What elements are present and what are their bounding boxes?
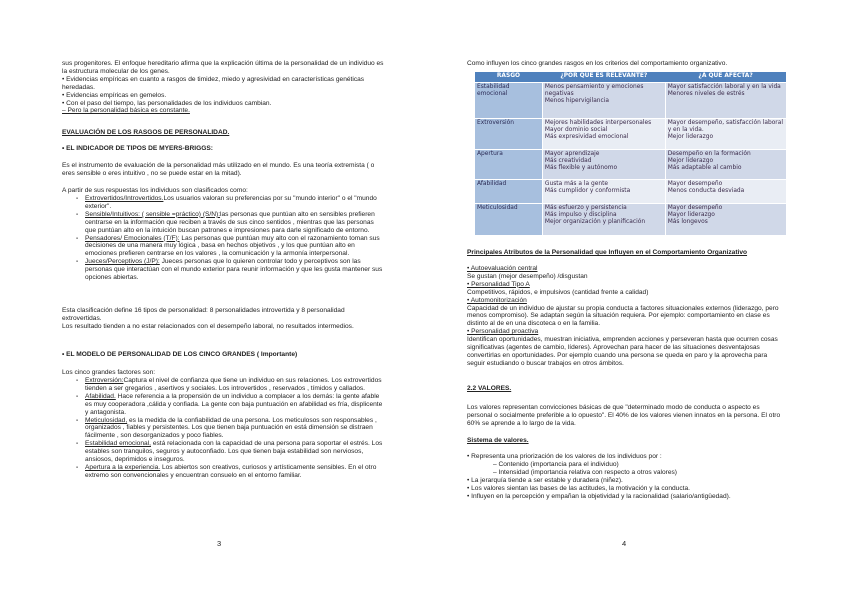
mb-title: • EL INDICADOR DE TIPOS DE MYERS-BRIGGS: (62, 145, 213, 152)
list-item: - Apertura a la experiencia. Los abiertos son creativos, curiosos y artísticamente sensibles. En el otro extremo son convencionales y encuentran consuelo en el entorno familiar. (62, 464, 384, 480)
list-item: – Contenido (importancia para el individuo) (493, 460, 619, 468)
page-number: 4 (622, 539, 627, 548)
list-item: - Afabilidad. Hace referencia a la propensión de un individuo a complacer a los demás: la gente afable es muy cooperadora ,cálida y confiada. La gente con baja puntuación en afabilidad es fría, displicente y antagonista. (62, 393, 384, 417)
attributes-block (467, 265, 785, 368)
trait-cell: Estabilidad emocional (475, 83, 543, 119)
attribute-text: Competitivos, rápidos, e impulsivos (cantidad frente a calidad) (467, 288, 649, 296)
attribute-text: Se gustan (mejor desempeño) /disgustan (467, 272, 588, 280)
effect-cell: Mayor satisfacción laboral y en la vida Menores niveles de estrés (665, 83, 786, 119)
table-row (475, 204, 787, 235)
list-item: - Sensible/Intuitivos: ( sensible =práctico) (S/N):las personas que puntúan alto en sensibles prefieren centrarse en la información que reciben a través de sus cinco sentidos , mientras que las personas que puntúan alto en la intuición buscan patrones e impresiones para darle significado de entorno. (62, 211, 384, 235)
list-item: - Meticulosidad, es la medida de la confiabilidad de una persona. Los meticulosos son responsables , organizados , fiables y persistentes. Los que tienen baja puntuación en está dimensión se distraen fácilmente , son desorganizados y poco fiables. (62, 417, 384, 441)
list-item: • Los valores sientan las bases de las actitudes, la motivación y la conducta. (467, 484, 690, 492)
trait-cell: Apertura (475, 150, 543, 180)
list-item: - Pensadores/ Emocionales (T/F): Las personas que puntúan muy alto con el razonamiento toman sus decisiones de una manera muy lógica , basa en hechos objetivos , y los que puntúan alto en emociones prefieren centrarse en los valores , la comunicación y la armonía interpersonal. (62, 235, 384, 259)
trait-cell: Afabilidad (475, 180, 543, 204)
left-page (62, 0, 384, 599)
list-item: - Estabilidad emocional, está relacionada con la capacidad de una persona para soportar el estrés. Los estables son tranquilos, seguros y autoconfiado. Los que tienen baja estabilidad son nerviosos, ansiosos, deprimidos e inseguros. (62, 440, 384, 464)
mb-description: Es el instrumento de evaluación de la personalidad más utilizado en el mundo. Es una teoría extremista ( o eres sensible o eres intuitivo , no se puede estar en la mitad). (62, 162, 375, 177)
attribute-text: Identifican oportunidades, muestran iniciativa, emprenden acciones y perseveran hasta que ocurren cosas significativas (agentes de cambio, líderes). Aprovechan para hacer de las situaciones desventajosas convertirlas en oportunidades. Por ejemplo cuando una persona se queda en paro y la aprovecha para seguir estudiando o buscar trabajos en otros ámbitos. (467, 336, 778, 367)
system-list (467, 453, 785, 500)
attribute-heading: • Personalidad proactiva (467, 328, 539, 336)
attributes-title: Principales Atributos de la Personalidad que Influyen en el Comportamiento Organizativo (467, 249, 748, 256)
mb-list (62, 195, 384, 282)
list-item: - Extrovertidos/Introvertidos.Los usuarios valoran su preferencias por su "mundo interior" o el "mundo exterior". (62, 195, 384, 211)
paragraph: Esta clasificación define 16 tipos de personalidad: 8 personalidades introvertida y 8 personalidad extrovertidas. (62, 307, 345, 322)
relevance-cell: Gusta más a la gente Más cumplidor y conformista (542, 180, 665, 204)
effect-cell: Mayor desempeño Mayor liderazgo Más longevos (665, 204, 786, 235)
table-row (475, 83, 787, 119)
right-page (467, 0, 785, 599)
effect-cell: Mayor desempeño, satisfacción laboral y en la vida. Mejor liderazgo (665, 119, 786, 150)
list-item: – Intensidad (importancia relativa con respecto a otros valores) (493, 468, 677, 476)
column-header: ¿A QUÉ AFECTA? (665, 72, 786, 83)
column-header: RASGO (475, 72, 543, 83)
paragraph: Los resultado tienden a no estar relacionados con el desempeño laboral, no resultados intermedios. (62, 322, 354, 330)
mb-after (62, 307, 384, 331)
intro-line: – Pero la personalidad básica es constante. (62, 107, 190, 115)
column-header: ¿POR QUÉ ES RELEVANTE? (542, 72, 665, 83)
effect-cell: Mayor desempeño Menos conducta desviada (665, 180, 786, 204)
page-number: 3 (217, 539, 222, 548)
relevance-cell: Más esfuerzo y persistencia Más impulso y disciplina Mejor organización y planificación (542, 204, 665, 235)
table-row (475, 119, 787, 150)
list-item: - Jueces/Perceptivos (J/P): Jueces personas que lo quieren controlar todo y perceptivos son las personas que interactúan con el mundo exterior para reunir información y que les gusta mantener sus opciones abiertas. (62, 258, 384, 282)
intro-block (62, 60, 384, 115)
section-title: EVALUACIÓN DE LOS RASGOS DE PERSONALIDAD. (62, 129, 230, 136)
table-row (475, 150, 787, 180)
relevance-cell: Mayor aprendizaje Más creatividad Más flexible y autónomo (542, 150, 665, 180)
table-header-row (475, 72, 787, 83)
attribute-heading: • Personalidad Tipo A (467, 280, 530, 288)
big5-list (62, 377, 384, 480)
traits-table (474, 72, 786, 235)
list-item: • Influyen en la percepción y empañan la objetividad y la racionalidad (salario/antigüedad). (467, 492, 731, 500)
intro-line: • Con el paso del tiempo, las personalidades de los individuos cambian. (62, 99, 272, 107)
values-title: 2.2 VALORES. (467, 385, 512, 392)
attribute-heading: • Automonitorización (467, 296, 527, 304)
values-text: Los valores representan convicciones básicas de que "determinado modo de conducta o aspecto es personal o socialmente preferible a lo opuesto". El 40% de los valores vienen innatos en la persona. El otro 60% se aprende a lo largo de la vida. (467, 404, 781, 427)
list-item: • La jerarquía tiende a ser estable y duradera (niñez). (467, 476, 623, 484)
big5-intro: Los cinco grandes factores son: (62, 369, 156, 376)
attribute-heading: • Autoevaluación central (467, 265, 538, 272)
trait-cell: Extroversión (475, 119, 543, 150)
relevance-cell: Mejores habilidades interpersonales Mayor dominio social Más expresividad emocional (542, 119, 665, 150)
intro-line: • Evidencias empíricas en cuanto a rasgos de timidez, miedo y agresividad en características genéticas heredadas. (62, 75, 365, 91)
list-item: - Extroversión:Captura el nivel de confianza que tiene un individuo en sus relaciones. Los extrovertidos tienden a ser gregarios , asertivos y sociales. Los introvertidos , reservados , tímidos y callados. (62, 377, 384, 393)
trait-cell: Meticulosidad (475, 204, 543, 235)
effect-cell: Desempeño en la formación Mejor liderazgo Más adaptable al cambio (665, 150, 786, 180)
list-item: • Representa una priorización de los valores de los individuos por : (467, 453, 662, 460)
mb-intro: A partir de sus respuestas los individuos son clasificados como: (62, 187, 248, 194)
table-row (475, 180, 787, 204)
attribute-text: Capacidad de un individuo de ajustar su propia conducta a factores situacionales externos (liderazgo, pero menos compromiso). Se adaptan según la situación requiera. Por ejemplo: comportamiento en clase es distinto al de en una discoteca o en la familia. (467, 304, 779, 328)
system-title: Sistema de valores. (467, 437, 529, 444)
relevance-cell: Menos pensamiento y emociones negativas Menos hipervigilancia (542, 83, 665, 119)
table-caption: Como influyen los cinco grandes rasgos en los criterios del comportamiento organizativo. (467, 60, 728, 67)
intro-line: • Evidencias empíricas en gemelos. (62, 91, 167, 99)
big5-title: • EL MODELO DE PERSONALIDAD DE LOS CINCO GRANDES ( Importante) (62, 351, 298, 358)
intro-line: sus progenitores. El enfoque hereditario afirma que la explicación última de la personalidad de un individuo es la estructura molecular de los genes. (62, 60, 384, 75)
